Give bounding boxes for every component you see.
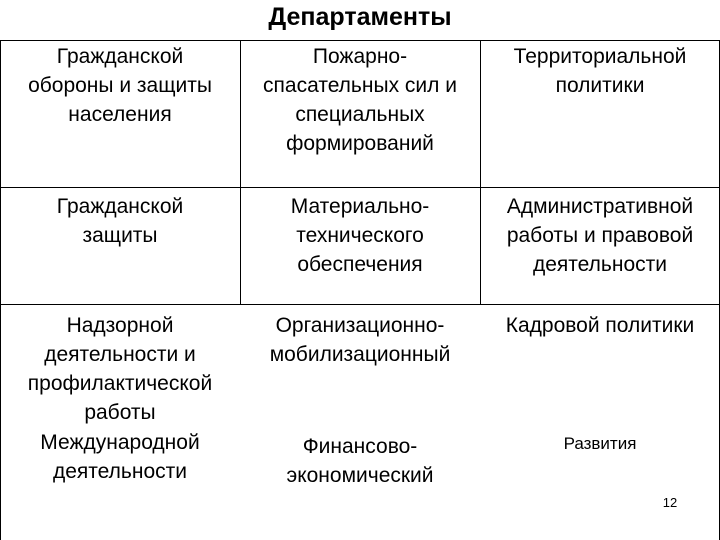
cell-line: Материально- (290, 195, 430, 218)
table-top-border (0, 40, 720, 41)
cell-line: обороны и защиты (28, 74, 212, 97)
department-civil-protection (0, 192, 240, 250)
cell-line: мобилизационный (269, 343, 451, 366)
department-mobilization (240, 311, 480, 369)
department-logistics (240, 192, 480, 279)
department-civil-defense (0, 42, 240, 129)
cell-line: работы и правовой (506, 224, 694, 247)
cell-line: Организационно- (275, 314, 445, 337)
row-divider-2 (0, 304, 720, 305)
cell-line: деятельности (53, 460, 187, 483)
cell-line: Административной (506, 195, 694, 218)
cell-line: Пожарно- (312, 45, 408, 68)
department-finance (240, 432, 480, 490)
department-fire-rescue (240, 42, 480, 158)
cell-line: Финансово- (302, 435, 418, 458)
cell-line: деятельности (533, 253, 667, 276)
cell-line: деятельности и (44, 343, 196, 366)
cell-line: формирований (286, 132, 434, 155)
cell-line: Международной (40, 431, 200, 454)
cell-line: профилактической (27, 372, 213, 395)
department-international (0, 428, 240, 486)
cell-line: Территориальной (513, 45, 687, 68)
cell-line: спасательных сил и (263, 74, 457, 97)
cell-line: Развития (563, 434, 637, 453)
cell-line: защиты (82, 224, 158, 247)
department-administrative-legal (480, 192, 720, 279)
cell-line: экономический (286, 464, 434, 487)
cell-line: работы (84, 401, 156, 424)
cell-line: населения (68, 103, 172, 126)
cell-line: специальных (295, 103, 425, 126)
cell-line: политики (555, 74, 645, 97)
cell-line: обеспечения (297, 253, 423, 276)
department-supervisory (0, 311, 240, 427)
cell-line: Гражданской (56, 195, 184, 218)
page-title: Департаменты (268, 3, 452, 31)
page-number: 12 (662, 495, 678, 510)
row-divider-1 (0, 187, 720, 188)
cell-line: Кадровой политики (505, 314, 695, 337)
department-personnel (480, 311, 720, 340)
department-territorial-policy (480, 42, 720, 100)
cell-line: Надзорной (66, 314, 174, 337)
department-development (480, 433, 720, 455)
cell-line: технического (296, 224, 424, 247)
departments-table (0, 40, 720, 540)
cell-line: Гражданской (56, 45, 184, 68)
